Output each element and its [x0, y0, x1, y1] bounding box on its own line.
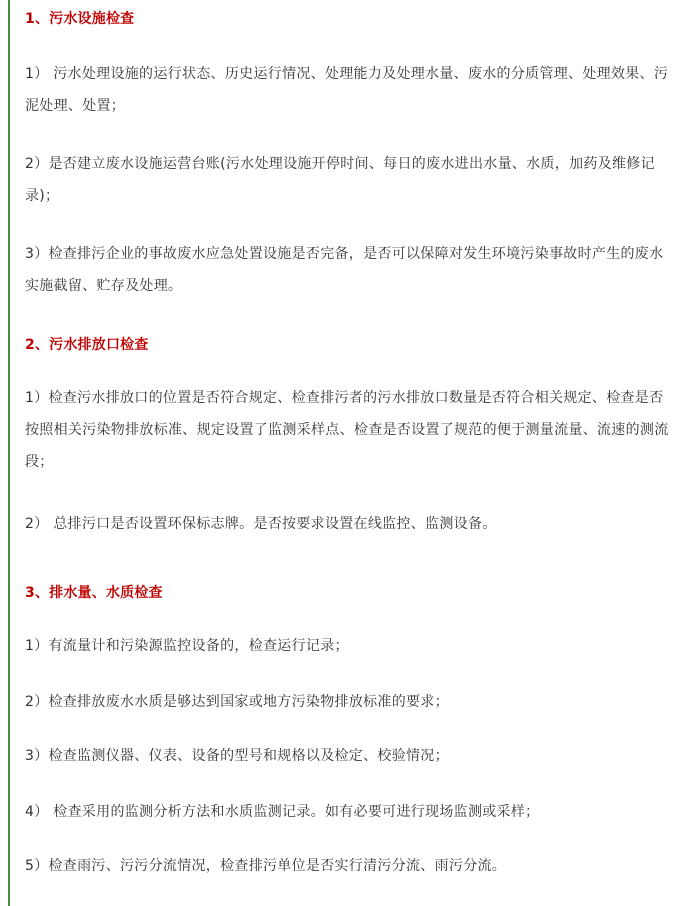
section-3-item-5: 5）检查雨污、污污分流情况，检查排污单位是否实行清污分流、雨污分流。: [25, 858, 507, 874]
section-3-item-1: 1）有流量计和污染源监控设备的，检查运行记录；: [25, 638, 349, 654]
section-2-heading: 2、污水排放口检查: [25, 337, 149, 353]
section-3-heading: 3、排水量、水质检查: [25, 585, 163, 601]
section-1-item-3: 3）检查排污企业的事故废水应急处置设施是否完备，是否可以保障对发生环境污染事故时产生的废水实施截留、贮存及处理。: [25, 246, 664, 294]
section-3-item-2: 2）检查排放废水水质是够达到国家或地方污染物排放标准的要求；: [25, 694, 449, 710]
left-accent-rule: [8, 0, 10, 906]
section-1-item-1: 1） 污水处理设施的运行状态、历史运行情况、处理能力及处理水量、废水的分质管理、处理效果、污泥处理、处置；: [25, 66, 669, 114]
section-1-heading: 1、污水设施检查: [25, 11, 135, 27]
section-2-item-1: 1）检查污水排放口的位置是否符合规定、检查排污者的污水排放口数量是否符合相关规定、检查是否按照相关污染物排放标准、规定设置了监测采样点、检查是否设置了规范的便于测量流量、流速的测流段；: [25, 390, 669, 470]
section-2-item-2: 2） 总排污口是否设置环保标志牌。是否按要求设置在线监控、监测设备。: [25, 516, 497, 532]
section-3-item-3: 3）检查监测仪器、仪表、设备的型号和规格以及检定、校验情况；: [25, 748, 449, 764]
section-3-item-4: 4） 检查采用的监测分析方法和水质监测记录。如有必要可进行现场监测或采样；: [25, 804, 540, 820]
section-1-item-2: 2）是否建立废水设施运营台账(污水处理设施开停时间、每日的废水进出水量、水质，加药及维修记录)；: [25, 156, 655, 204]
